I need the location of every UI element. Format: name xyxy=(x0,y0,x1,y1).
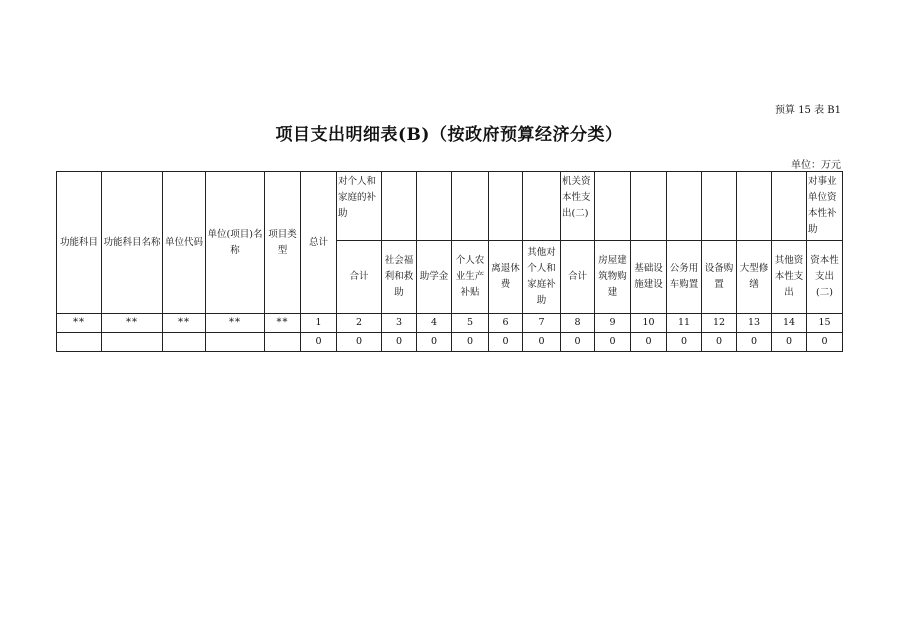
code-number-cell: 7 xyxy=(523,314,561,333)
header-blank-cell xyxy=(737,172,772,241)
data-text-cell xyxy=(265,333,301,352)
data-text-cell xyxy=(102,333,163,352)
data-text-cell xyxy=(163,333,206,352)
code-number-cell: 13 xyxy=(737,314,772,333)
header-group-jiguan: 机关资本性支出(二) xyxy=(561,172,595,241)
header-blank-cell xyxy=(489,172,523,241)
data-value-cell: 0 xyxy=(417,333,452,352)
header-sub-daxing-xiushan: 大型修缮 xyxy=(737,241,772,314)
header-blank-cell xyxy=(523,172,561,241)
code-number-cell: 10 xyxy=(631,314,667,333)
header-sub-fangwu: 房屋建筑物购建 xyxy=(595,241,631,314)
data-value-cell: 0 xyxy=(452,333,489,352)
code-number-cell: 8 xyxy=(561,314,595,333)
header-blank-cell xyxy=(382,172,417,241)
header-gongneng-kemu-mingcheng: 功能科目名称 xyxy=(102,172,163,314)
header-blank-cell xyxy=(595,172,631,241)
code-star-cell: ** xyxy=(57,314,102,333)
code-star-cell: ** xyxy=(265,314,301,333)
header-blank-cell xyxy=(667,172,702,241)
header-row-groups xyxy=(57,172,843,241)
header-danwei-daima: 单位代码 xyxy=(163,172,206,314)
header-blank-cell xyxy=(702,172,737,241)
header-blank-cell xyxy=(452,172,489,241)
code-number-cell: 5 xyxy=(452,314,489,333)
header-sub-gongwu-yongche: 公务用车购置 xyxy=(667,241,702,314)
header-blank-cell xyxy=(631,172,667,241)
code-star-cell: ** xyxy=(163,314,206,333)
data-value-cell: 0 xyxy=(561,333,595,352)
header-sub-qita-ziben: 其他资本性支出 xyxy=(772,241,807,314)
data-value-cell: 0 xyxy=(737,333,772,352)
page-title: 项目支出明细表(B)（按政府预算经济分类） xyxy=(275,125,623,145)
budget-detail-table xyxy=(56,171,843,352)
code-number-cell: 6 xyxy=(489,314,523,333)
header-zongji: 总计 xyxy=(301,172,337,314)
header-group-shiye: 对事业单位资本性补助 xyxy=(807,172,843,241)
header-blank-cell xyxy=(417,172,452,241)
header-gongneng-kemu: 功能科目 xyxy=(57,172,102,314)
data-value-cell: 0 xyxy=(301,333,337,352)
header-sub-heji-geren: 合计 xyxy=(337,241,382,314)
code-number-cell: 1 xyxy=(301,314,337,333)
data-value-cell: 0 xyxy=(702,333,737,352)
code-number-cell: 14 xyxy=(772,314,807,333)
header-blank-cell xyxy=(772,172,807,241)
header-group-geren: 对个人和家庭的补助 xyxy=(337,172,382,241)
data-value-cell: 0 xyxy=(382,333,417,352)
header-xiangmu-leixing: 项目类型 xyxy=(265,172,301,314)
code-star-cell: ** xyxy=(206,314,265,333)
header-sub-shehui-fuli: 社会福利和救助 xyxy=(382,241,417,314)
code-number-cell: 2 xyxy=(337,314,382,333)
data-value-cell: 0 xyxy=(595,333,631,352)
code-number-cell: 9 xyxy=(595,314,631,333)
header-sub-zhuxuejin: 助学金 xyxy=(417,241,452,314)
code-row xyxy=(57,314,843,333)
code-number-cell: 15 xyxy=(807,314,843,333)
data-value-cell: 0 xyxy=(337,333,382,352)
header-sub-ziben-zhichu: 资本性支出(二) xyxy=(807,241,843,314)
data-value-cell: 0 xyxy=(631,333,667,352)
header-sub-lituixiu: 离退休费 xyxy=(489,241,523,314)
data-text-cell xyxy=(206,333,265,352)
header-danwei-mingcheng: 单位(项目)名称 xyxy=(206,172,265,314)
unit-label: 单位：万元 xyxy=(791,160,841,171)
code-number-cell: 3 xyxy=(382,314,417,333)
header-sub-heji-jiguan: 合计 xyxy=(561,241,595,314)
header-sub-shebei: 设备购置 xyxy=(702,241,737,314)
data-value-cell: 0 xyxy=(523,333,561,352)
data-text-cell xyxy=(57,333,102,352)
header-sub-qita-geren: 其他对个人和家庭补助 xyxy=(523,241,561,314)
data-value-cell: 0 xyxy=(772,333,807,352)
data-value-cell: 0 xyxy=(807,333,843,352)
table-row xyxy=(57,333,843,352)
code-star-cell: ** xyxy=(102,314,163,333)
data-value-cell: 0 xyxy=(667,333,702,352)
code-number-cell: 11 xyxy=(667,314,702,333)
data-value-cell: 0 xyxy=(489,333,523,352)
form-code-label: 预算 15 表 B1 xyxy=(775,105,841,116)
code-number-cell: 12 xyxy=(702,314,737,333)
header-sub-jichu-sheshi: 基础设施建设 xyxy=(631,241,667,314)
code-number-cell: 4 xyxy=(417,314,452,333)
header-sub-nongye-butie: 个人农业生产补贴 xyxy=(452,241,489,314)
